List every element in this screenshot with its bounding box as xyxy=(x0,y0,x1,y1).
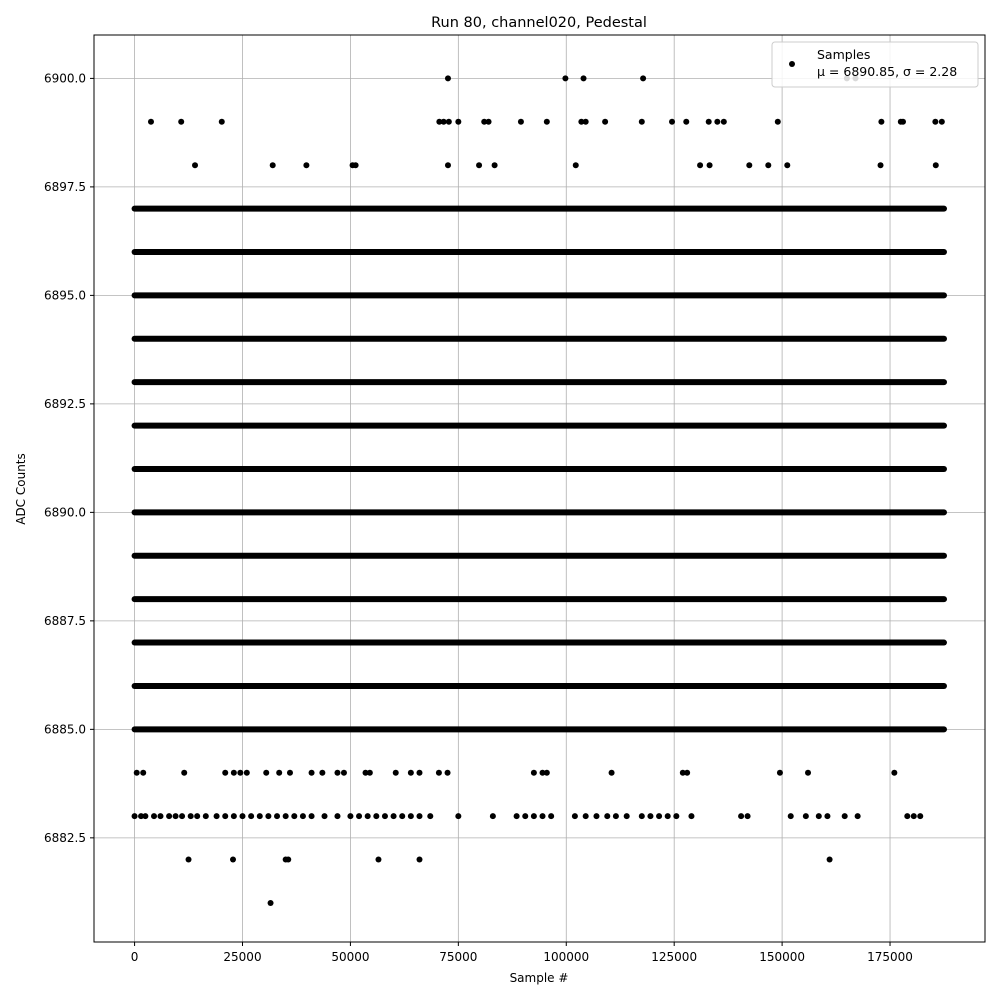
sample-point xyxy=(714,119,720,125)
sample-point xyxy=(446,119,452,125)
sample-point xyxy=(222,770,228,776)
x-tick-label: 100000 xyxy=(543,950,590,964)
sample-point xyxy=(476,162,482,168)
sample-point xyxy=(186,857,192,863)
sample-point xyxy=(231,813,237,819)
sample-point xyxy=(416,813,422,819)
sample-point xyxy=(334,813,340,819)
sample-point xyxy=(917,813,923,819)
sample-point xyxy=(268,900,274,906)
sample-point xyxy=(309,813,315,819)
sample-point xyxy=(408,770,414,776)
sample-point xyxy=(367,770,373,776)
sample-point xyxy=(540,813,546,819)
y-tick-label: 6885.0 xyxy=(44,722,86,737)
sample-point xyxy=(827,857,833,863)
sample-point xyxy=(604,813,610,819)
sample-point xyxy=(356,813,362,819)
sample-point xyxy=(181,770,187,776)
sample-point xyxy=(427,813,433,819)
sample-point xyxy=(203,813,209,819)
sample-point xyxy=(706,119,712,125)
sample-point xyxy=(673,813,679,819)
sample-point xyxy=(441,119,447,125)
sample-point xyxy=(445,75,451,81)
sample-point xyxy=(573,162,579,168)
sample-point xyxy=(222,813,228,819)
sample-point xyxy=(803,813,809,819)
sample-point xyxy=(287,770,293,776)
sample-point xyxy=(683,119,689,125)
sample-point xyxy=(639,813,645,819)
sample-point xyxy=(932,119,938,125)
sample-point xyxy=(721,119,727,125)
sample-point xyxy=(192,162,198,168)
sample-point xyxy=(416,857,422,863)
x-axis-title: Sample # xyxy=(509,971,569,985)
x-tick-label: 0 xyxy=(130,950,139,964)
sample-point xyxy=(669,119,675,125)
legend-marker xyxy=(789,61,795,67)
sample-point xyxy=(382,813,388,819)
sample-point xyxy=(148,119,154,125)
sample-point xyxy=(257,813,263,819)
x-tick-label: 175000 xyxy=(867,950,913,964)
sample-point xyxy=(656,813,662,819)
sample-point xyxy=(640,75,646,81)
sample-point xyxy=(738,813,744,819)
chart-title: Run 80, channel020, Pedestal xyxy=(431,15,647,31)
sample-point xyxy=(283,813,289,819)
sample-point xyxy=(765,162,771,168)
sample-point xyxy=(303,162,309,168)
sample-point xyxy=(157,813,163,819)
sample-point xyxy=(291,813,297,819)
sample-point xyxy=(522,813,528,819)
sample-point xyxy=(231,770,237,776)
sample-point xyxy=(178,119,184,125)
sample-point xyxy=(416,770,422,776)
x-tick-label: 125000 xyxy=(651,950,698,964)
sample-point xyxy=(486,119,492,125)
sample-point xyxy=(230,857,236,863)
sample-point xyxy=(784,162,790,168)
sample-point xyxy=(309,770,315,776)
sample-point xyxy=(237,770,243,776)
sample-point xyxy=(911,813,917,819)
sample-point xyxy=(746,162,752,168)
sample-point xyxy=(777,770,783,776)
sample-point xyxy=(179,813,185,819)
y-tick-label: 6895.0 xyxy=(44,288,86,303)
sample-point xyxy=(805,770,811,776)
sample-point xyxy=(276,770,282,776)
sample-point xyxy=(285,857,291,863)
y-tick-label: 6882.5 xyxy=(44,830,86,845)
sample-point xyxy=(900,119,906,125)
legend-stats: μ = 6890.85, σ = 2.28 xyxy=(817,64,958,79)
x-tick-label: 50000 xyxy=(331,950,370,964)
x-tick-label: 25000 xyxy=(223,950,262,964)
sample-point xyxy=(365,813,371,819)
sample-point xyxy=(188,813,194,819)
y-tick-label: 6900.0 xyxy=(44,71,86,86)
sample-point xyxy=(562,75,568,81)
y-axis-title: ADC Counts xyxy=(14,453,28,525)
sample-point xyxy=(455,119,461,125)
sample-point xyxy=(933,162,939,168)
sample-point xyxy=(514,813,520,819)
sample-point xyxy=(665,813,671,819)
sample-point xyxy=(593,813,599,819)
sample-point xyxy=(745,813,751,819)
sample-point xyxy=(134,770,140,776)
sample-point xyxy=(391,813,397,819)
sample-point xyxy=(855,813,861,819)
sample-point xyxy=(166,813,172,819)
sample-point xyxy=(334,770,340,776)
sample-point xyxy=(248,813,254,819)
sample-point xyxy=(373,813,379,819)
sample-point xyxy=(842,813,848,819)
sample-point xyxy=(436,770,442,776)
sample-point xyxy=(788,813,794,819)
sample-point xyxy=(347,813,353,819)
sample-point xyxy=(173,813,179,819)
sample-point xyxy=(151,813,157,819)
sample-point xyxy=(399,813,405,819)
sample-point xyxy=(353,162,359,168)
sample-point xyxy=(274,813,280,819)
sample-point xyxy=(531,770,537,776)
sample-point xyxy=(244,770,250,776)
sample-point xyxy=(408,813,414,819)
sample-point xyxy=(707,162,713,168)
sample-point xyxy=(816,813,822,819)
sample-point xyxy=(548,813,554,819)
sample-point xyxy=(214,813,220,819)
sample-point xyxy=(265,813,271,819)
sample-point xyxy=(583,119,589,125)
sample-point xyxy=(375,857,381,863)
sample-point xyxy=(445,770,451,776)
sample-point xyxy=(319,770,325,776)
sample-point xyxy=(904,813,910,819)
sample-point xyxy=(492,162,498,168)
sample-point xyxy=(263,770,269,776)
sample-point xyxy=(602,119,608,125)
sample-point xyxy=(341,770,347,776)
sample-point xyxy=(142,813,148,819)
sample-point xyxy=(878,119,884,125)
x-tick-label: 75000 xyxy=(439,950,478,964)
y-tick-label: 6892.5 xyxy=(44,396,86,411)
sample-point xyxy=(581,75,587,81)
sample-point xyxy=(194,813,200,819)
sample-point xyxy=(688,813,694,819)
sample-point xyxy=(393,770,399,776)
y-tick-label: 6890.0 xyxy=(44,505,86,520)
sample-point xyxy=(544,770,550,776)
sample-point xyxy=(878,162,884,168)
sample-point xyxy=(647,813,653,819)
sample-point xyxy=(300,813,306,819)
sample-point xyxy=(824,813,830,819)
sample-point xyxy=(544,119,550,125)
sample-point xyxy=(140,770,146,776)
sample-point xyxy=(219,119,225,125)
sample-point xyxy=(775,119,781,125)
sample-point xyxy=(624,813,630,819)
sample-point xyxy=(572,813,578,819)
sample-point xyxy=(531,813,537,819)
sample-point xyxy=(240,813,246,819)
sample-point xyxy=(697,162,703,168)
sample-point xyxy=(609,770,615,776)
sample-point xyxy=(490,813,496,819)
legend-label: Samples xyxy=(817,47,871,62)
sample-point xyxy=(613,813,619,819)
sample-point xyxy=(270,162,276,168)
sample-point xyxy=(455,813,461,819)
sample-point xyxy=(639,119,645,125)
sample-point xyxy=(891,770,897,776)
sample-point xyxy=(583,813,589,819)
x-tick-label: 150000 xyxy=(759,950,806,964)
legend xyxy=(772,42,978,87)
sample-point xyxy=(132,813,138,819)
sample-point xyxy=(518,119,524,125)
sample-point xyxy=(445,162,451,168)
y-tick-label: 6887.5 xyxy=(44,613,86,628)
sample-point xyxy=(322,813,328,819)
sample-point xyxy=(939,119,945,125)
y-tick-label: 6897.5 xyxy=(44,179,86,194)
sample-point xyxy=(684,770,690,776)
